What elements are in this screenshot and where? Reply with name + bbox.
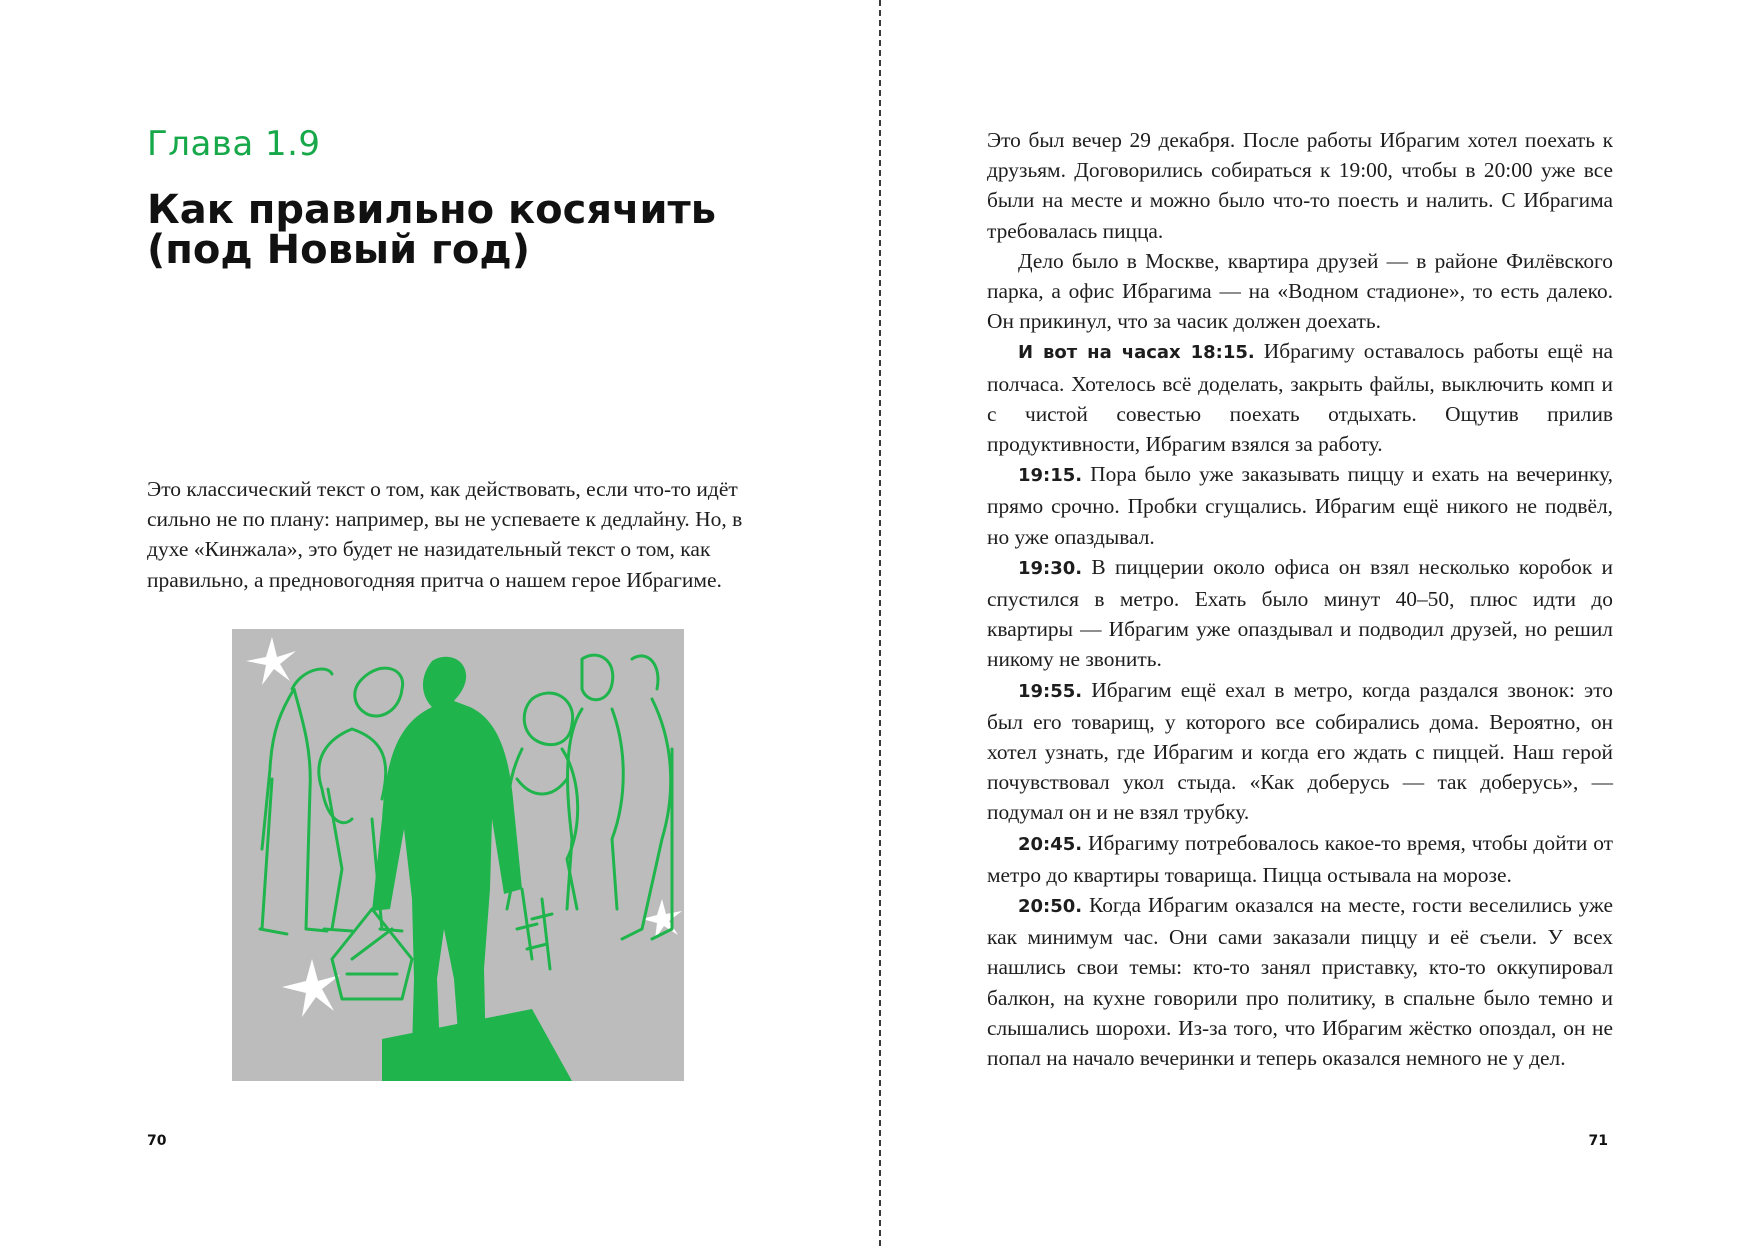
page-fold-divider <box>879 0 881 1246</box>
story-paragraph <box>987 459 1613 552</box>
chapter-illustration <box>232 629 684 1081</box>
paragraph-text: Дело было в Москве, квартира друзей — в районе Филёвского парка, а офис Ибрагима — на «Водном стадионе», то есть далеко. Он прикинул, что за часик должен доехать. <box>987 248 1613 334</box>
paragraph-text: Когда Ибрагим оказался на месте, гости веселились уже как минимум час. Они сами заказали пиццу и её съели. У всех нашлись свои темы: кто-то занял приставку, кто-то оккупировал балкон, на кухне говорили про политику, в спальне было темно и слышались шорохи. Из-за того, что Ибрагим жёстко опоздал, он не попал на начало вечеринки и теперь оказался немного не у дел. <box>987 893 1613 1071</box>
story-body <box>987 125 1613 1073</box>
right-page <box>882 0 1758 1246</box>
page-number-left: 70 <box>147 1133 167 1149</box>
chapter-title-line-1: Как правильно косячить <box>147 187 716 233</box>
story-paragraph <box>987 890 1613 1073</box>
time-lead: 19:15. <box>1018 465 1083 487</box>
paragraph-text: Ибрагиму оставалось работы ещё на полчаса. Хотелось всё доделать, закрыть файлы, выключить комп и с чистой совестью поехать отдыхать. Ощутив прилив продуктивности, Ибрагим взялся за работу. <box>987 339 1614 457</box>
story-paragraph <box>987 552 1613 675</box>
chapter-label: Глава 1.9 <box>147 124 321 164</box>
left-page <box>0 0 878 1246</box>
story-paragraph <box>987 246 1613 337</box>
time-lead: И вот на часах 18:15. <box>1018 342 1255 364</box>
story-paragraph <box>987 125 1613 246</box>
party-guests-illustration <box>232 629 684 1081</box>
paragraph-text: Пора было уже заказывать пиццу и ехать на вечеринку, прямо срочно. Пробки сгущались. Ибрагим ещё никого не подвёл, но уже опаздывал. <box>987 462 1613 549</box>
time-lead: 19:30. <box>1018 557 1083 579</box>
chapter-title-line-2: (под Новый год) <box>147 227 530 273</box>
time-lead: 20:45. <box>1018 833 1083 855</box>
time-lead: 20:50. <box>1018 896 1083 918</box>
intro-paragraph: Это классический текст о том, как действовать, если что-то идёт сильно не по плану: например, вы не успеваете к дедлайну. Но, в духе «Кинжала», это будет не назидательный текст о том, как правильно, а предновогодняя притча о нашем герое Ибрагиме. <box>147 477 743 592</box>
time-lead: 19:55. <box>1018 680 1083 702</box>
paragraph-text: Это был вечер 29 декабря. После работы Ибрагим хотел поехать к друзьям. Договорились собираться к 19:00, чтобы в 20:00 уже все были на месте и можно было что-то поесть и налить. С Ибрагима требовалась пицца. <box>987 128 1613 243</box>
page-number-right: 71 <box>1588 1133 1608 1149</box>
chapter-title <box>147 187 767 273</box>
story-paragraph <box>987 828 1613 890</box>
paragraph-text: Ибрагим ещё ехал в метро, когда раздался звонок: это был его товарищ, у которого все собирались дома. Вероятно, он хотел узнать, где Ибрагим и когда его ждать с пиццей. Наш герой почувствовал укол стыда. «Как доберусь — так доберусь», — подумал он и не взял трубку. <box>987 677 1613 825</box>
story-paragraph <box>987 336 1613 459</box>
paragraph-text: Ибрагиму потребовалось какое-то время, чтобы дойти от метро до квартиры товарища. Пицца остывала на морозе. <box>987 830 1613 887</box>
paragraph-text: В пиццерии около офиса он взял несколько коробок и спустился в метро. Ехать было минут 40–50, плюс идти до квартиры — Ибрагим уже опаздывал и подводил друзей, но решил никому не звонить. <box>987 554 1613 672</box>
story-paragraph <box>987 675 1613 828</box>
